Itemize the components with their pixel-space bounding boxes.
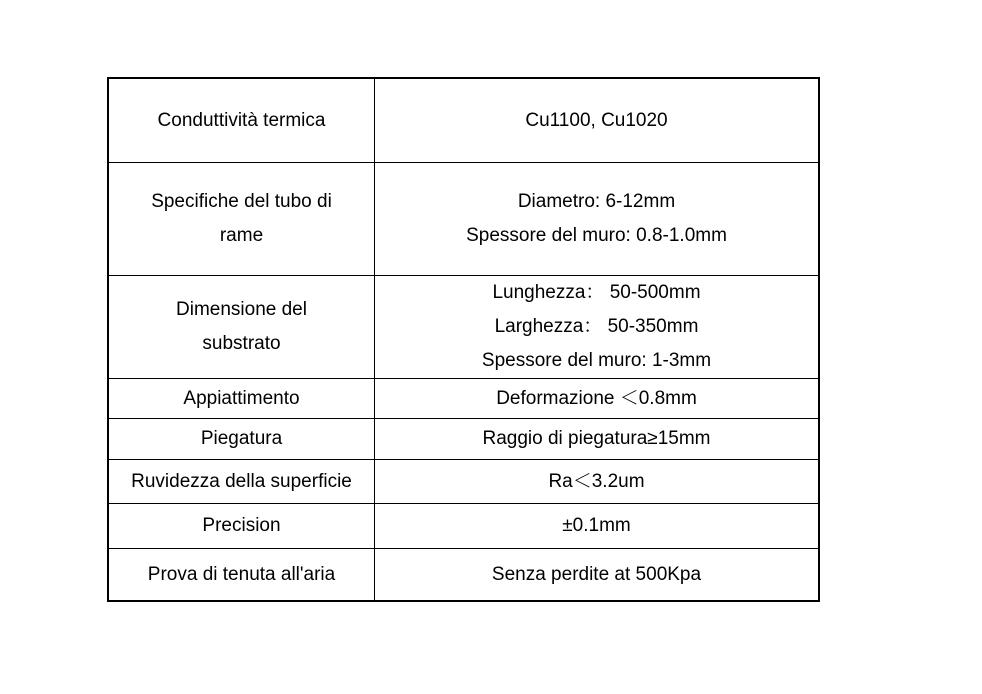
value-text: Raggio di piegatura≥15mm xyxy=(482,428,711,449)
spec-table xyxy=(107,77,820,602)
row-label xyxy=(109,379,375,419)
row-value xyxy=(375,79,818,163)
value-text: Lunghezza： 50-500mm xyxy=(492,282,701,303)
value-text: Spessore del muro: 0.8-1.0mm xyxy=(466,225,727,246)
label-text: Ruvidezza della superficie xyxy=(131,470,352,492)
row-label xyxy=(109,504,375,549)
row-value xyxy=(375,379,818,419)
value-text: Spessore del muro: 1-3mm xyxy=(481,350,712,371)
value-text: ±0.1mm xyxy=(562,515,631,536)
label-text: Precision xyxy=(202,515,281,536)
table-row xyxy=(109,504,818,549)
value-text: Ra＜3.2um xyxy=(548,470,645,492)
table-row xyxy=(109,379,818,419)
row-label xyxy=(109,549,375,600)
row-value xyxy=(375,460,818,504)
value-text: Cu1100, Cu1020 xyxy=(525,109,668,131)
table-row xyxy=(109,549,818,600)
table-row xyxy=(109,419,818,460)
label-text: Appiattimento xyxy=(183,387,300,409)
label-text: Specifiche del tubo di xyxy=(151,191,332,212)
row-label xyxy=(109,460,375,504)
row-label xyxy=(109,79,375,163)
row-value xyxy=(375,419,818,460)
row-label xyxy=(109,163,375,276)
label-text: Conduttività termica xyxy=(157,109,326,131)
row-value xyxy=(375,163,818,276)
value-text: Larghezza： 50-350mm xyxy=(494,316,699,337)
value-text: Senza perdite at 500Kpa xyxy=(491,563,702,585)
label-text: Dimensione del xyxy=(176,299,307,320)
label-text: rame xyxy=(219,225,264,246)
label-text: Prova di tenuta all'aria xyxy=(147,563,336,585)
table-row xyxy=(109,163,818,276)
row-value xyxy=(375,276,818,379)
table-row xyxy=(109,79,818,163)
row-value xyxy=(375,504,818,549)
table-row xyxy=(109,460,818,504)
value-text: Deformazione ＜0.8mm xyxy=(496,387,697,409)
label-text: substrato xyxy=(202,333,281,354)
value-text: Diametro: 6-12mm xyxy=(517,191,676,212)
row-label xyxy=(109,276,375,379)
label-text: Piegatura xyxy=(200,428,283,449)
row-value xyxy=(375,549,818,600)
row-label xyxy=(109,419,375,460)
table-row xyxy=(109,276,818,379)
